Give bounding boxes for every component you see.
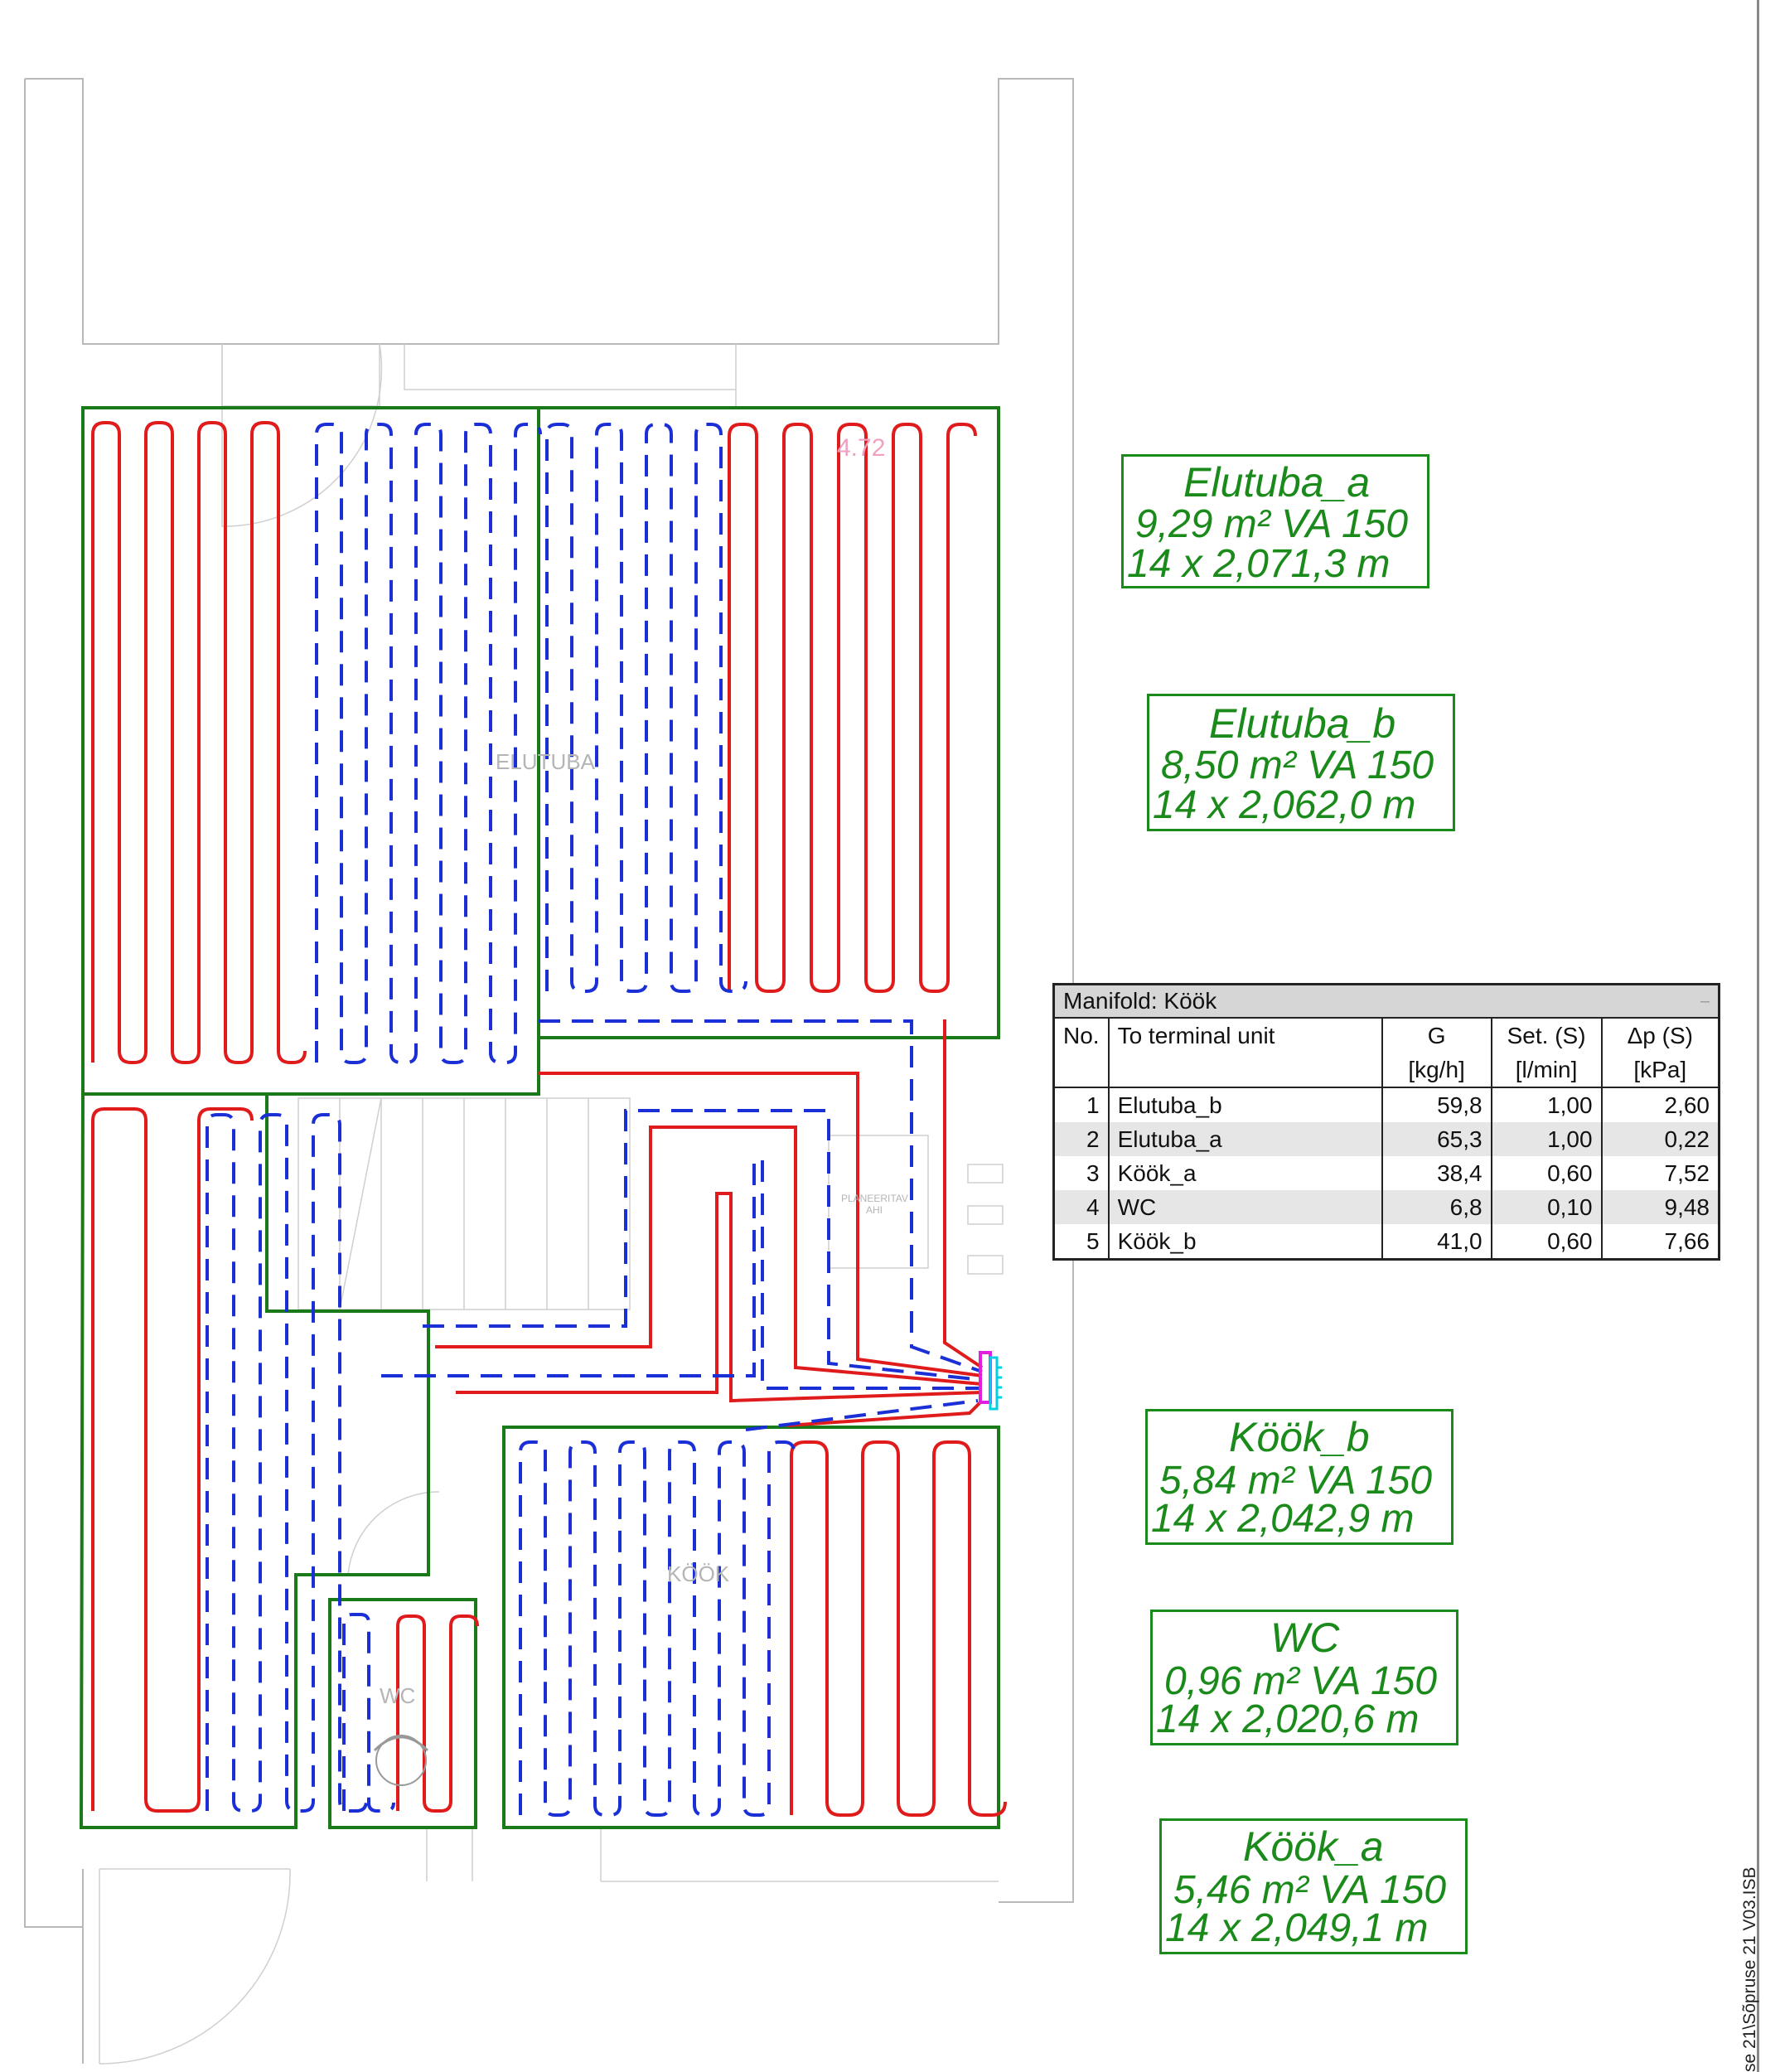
- unit-set: [l/min]: [1492, 1053, 1602, 1087]
- pipe-loop-left-supply: [93, 1109, 252, 1811]
- circuit-pipe: 14 x 2,042,9 m: [1151, 1497, 1415, 1541]
- table-row[interactable]: [1055, 1087, 1718, 1122]
- circuit-name: Elutuba_a: [1183, 459, 1371, 506]
- circuit-tag-kook-b[interactable]: [1145, 1409, 1454, 1545]
- pipe-loop-elutuba-b-return: [547, 424, 746, 991]
- circuit-area: 5,84 m² VA 150: [1159, 1459, 1433, 1503]
- row-set: 1,00: [1492, 1122, 1602, 1156]
- unit-g: [kg/h]: [1382, 1053, 1492, 1087]
- walls: [25, 79, 1073, 2064]
- circuit-tag-kook-a[interactable]: [1159, 1818, 1468, 1954]
- row-g: 59,8: [1382, 1087, 1492, 1122]
- row-g: 65,3: [1382, 1122, 1492, 1156]
- file-path-label: se 21\Sõpruse 21 V03.ISB: [1740, 1866, 1759, 2072]
- row-dp: 7,66: [1664, 1227, 1710, 1254]
- row-set: 0,60: [1492, 1156, 1602, 1190]
- row-g: 6,8: [1382, 1190, 1492, 1224]
- circuit-area: 0,96 m² VA 150: [1164, 1659, 1438, 1703]
- row-terminal: Köök_a: [1109, 1156, 1382, 1190]
- room-label-kook: KÖÖK: [667, 1561, 730, 1586]
- pipe-loop-wc-return: [344, 1615, 394, 1811]
- circuit-name: Köök_a: [1243, 1823, 1384, 1870]
- pipe-loops: [93, 423, 1005, 1815]
- heating-zones: [81, 408, 999, 1828]
- table-row[interactable]: [1055, 1122, 1718, 1156]
- row-dp: 9,48: [1602, 1190, 1718, 1224]
- circuit-name: Elutuba_b: [1209, 700, 1396, 747]
- pipe-loop-elutuba-b-supply: [729, 424, 975, 991]
- row-terminal: WC: [1109, 1190, 1382, 1224]
- row-terminal: Elutuba_a: [1109, 1122, 1382, 1156]
- ahi-label-2: AHI: [866, 1204, 883, 1216]
- circuit-pipe: 14 x 2,020,6 m: [1156, 1697, 1420, 1741]
- pipe-loop-wc-supply: [398, 1616, 477, 1811]
- circuit-area: 5,46 m² VA 150: [1173, 1868, 1447, 1912]
- row-no: 2: [1055, 1122, 1109, 1156]
- room-number: 4.72: [837, 434, 886, 462]
- row-dp: 7,52: [1664, 1159, 1710, 1186]
- manifold-grid: [1055, 1019, 1718, 1258]
- row-set: 1,00: [1492, 1087, 1602, 1122]
- manifold-table: [1052, 983, 1720, 1261]
- row-g: 38,4: [1382, 1156, 1492, 1190]
- pipe-loop-kook-a-return: [520, 1442, 794, 1815]
- circuit-tag-wc[interactable]: [1150, 1610, 1458, 1745]
- manifold-title: [1055, 985, 1718, 1019]
- unit-no: [1055, 1053, 1109, 1087]
- manifold-symbol: [980, 1353, 1002, 1409]
- header-terminal: To terminal unit: [1109, 1019, 1382, 1053]
- pipe-feeder-supply: [435, 1019, 982, 1426]
- header-no: No.: [1055, 1019, 1109, 1053]
- header-set: Set. (S): [1492, 1019, 1602, 1053]
- unit-dp: [kPa]: [1602, 1053, 1718, 1087]
- table-row[interactable]: [1055, 1224, 1718, 1258]
- row-no: 4: [1055, 1190, 1109, 1224]
- collapse-dash-icon[interactable]: –: [1700, 992, 1710, 1010]
- row-set: 0,60: [1492, 1224, 1602, 1258]
- circuit-name: Köök_b: [1229, 1414, 1370, 1460]
- row-no: 1: [1055, 1087, 1109, 1122]
- header-g: G: [1382, 1019, 1492, 1053]
- circuit-area: 9,29 m² VA 150: [1135, 502, 1409, 546]
- pipe-feeder-return: [381, 1021, 982, 1430]
- ahi-label: PLANEERITAV: [841, 1193, 908, 1204]
- table-row[interactable]: [1055, 1156, 1718, 1190]
- table-header-row: [1055, 1019, 1718, 1053]
- row-set: 0,10: [1492, 1190, 1602, 1224]
- circuit-tag-elutuba-b[interactable]: [1147, 694, 1455, 831]
- toilet-symbol: [375, 1736, 428, 1785]
- circuit-pipe: 14 x 2,062,0 m: [1153, 783, 1416, 827]
- room-label-elutuba: ELUTUBA: [496, 749, 595, 774]
- row-no: 3: [1055, 1156, 1109, 1190]
- circuit-name: WC: [1270, 1615, 1340, 1661]
- row-g: 41,0: [1382, 1224, 1492, 1258]
- row-dp: 2,60: [1664, 1092, 1710, 1118]
- unit-terminal: [1109, 1053, 1382, 1087]
- pipe-loop-kook-b-supply: [791, 1442, 1005, 1815]
- table-units-row: [1055, 1053, 1718, 1087]
- circuit-area: 8,50 m² VA 150: [1161, 743, 1434, 787]
- pipe-loop-elutuba-a-return: [317, 424, 540, 1063]
- room-label-wc: WC: [380, 1683, 416, 1708]
- circuit-pipe: 14 x 2,071,3 m: [1127, 542, 1391, 586]
- row-terminal: Elutuba_b: [1109, 1087, 1382, 1122]
- row-no: 5: [1055, 1224, 1109, 1258]
- circuit-tag-elutuba-a[interactable]: [1121, 454, 1429, 588]
- header-dp: Δp (S): [1627, 1022, 1693, 1048]
- manifold-title-text: Manifold: Köök: [1063, 988, 1217, 1014]
- row-dp: 0,22: [1602, 1122, 1718, 1156]
- table-row[interactable]: [1055, 1190, 1718, 1224]
- circuit-pipe: 14 x 2,049,1 m: [1165, 1906, 1429, 1950]
- row-terminal: Köök_b: [1109, 1224, 1382, 1258]
- sheet-border: [1757, 0, 1759, 2072]
